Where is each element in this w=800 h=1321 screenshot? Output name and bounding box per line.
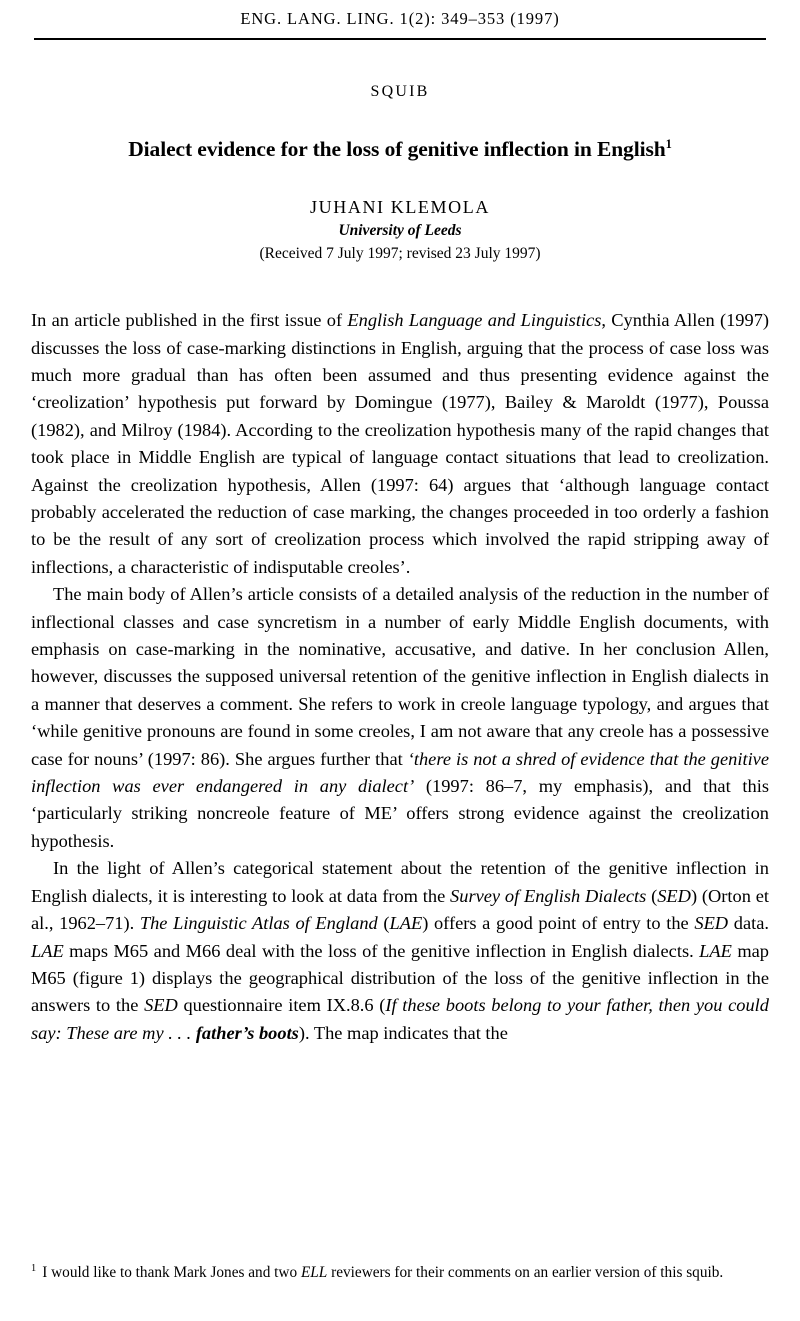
received-dates: (Received 7 July 1997; revised 23 July 1997): [259, 245, 541, 263]
text-run: (1997: 86–7, my emphasis), and that this ‘particularly striking noncreole feature of ME’ offers strong evidence against the creolization hypothesis.: [31, 776, 769, 851]
text-run: In an article published in the first issue of: [31, 310, 348, 331]
italic-run: LAE: [31, 940, 64, 961]
italic-run: English Language and Linguistics: [347, 310, 602, 331]
italic-run: SED: [694, 913, 729, 934]
italic-run: The Linguistic Atlas of England: [139, 913, 378, 934]
body-paragraph: [31, 307, 769, 581]
author-name: JUHANI KLEMOLA: [310, 197, 490, 218]
body-paragraph: [31, 581, 769, 855]
title-footnote-marker: 1: [665, 137, 672, 151]
italic-run: LAE: [699, 940, 732, 961]
bold-italic-run: father’s boots: [195, 1022, 299, 1043]
header-rule: [34, 38, 766, 40]
footnote-zone: [31, 1258, 769, 1284]
italic-run: ELL: [300, 1264, 328, 1282]
footnote-marker: 1: [31, 1263, 37, 1274]
text-run: (: [377, 913, 390, 934]
text-run: ) (Orton et al., 1962–71).: [31, 885, 769, 934]
text-run: reviewers for their comments on an earlier version of this squib.: [327, 1264, 724, 1282]
text-run: data.: [728, 913, 769, 934]
text-run: I would like to thank Mark Jones and two: [42, 1264, 301, 1282]
italic-run: SED: [657, 885, 691, 906]
text-run: The main body of Allen’s article consists of a detailed analysis of the reduction in the number of inflectional classes and case syncretism in a number of early Middle English documents, with emphasis on case-marking in the nominative, accusative, and dative. In her conclusion Allen, however, discusses the supposed universal retention of the genitive inflection in English dialects in a manner that deserves a comment. She refers to work in creole language typology, and argues that ‘while genitive pronouns are found in some creoles, I am not aware that any creole has a possessive case for nouns’ (1997: 86). She argues further that: [31, 584, 769, 769]
author-affiliation: University of Leeds: [338, 222, 462, 240]
body-paragraph: [31, 855, 769, 1047]
text-run: , Cynthia Allen (1997) discusses the loss of case-marking distinctions in English, arguing that the process of case loss was much more gradual than has often been assumed and thus presenting evidence against the ‘creolization’ hypothesis put forward by Domingue (1977), Bailey & Maroldt (1977), Poussa (1982), and Milroy (1984). According to the creolization hypothesis many of the rapid changes that took place in Middle English are typical of language contact situations that lead to creolization. Against the creolization hypothesis, Allen (1997: 64) argues that ‘although language contact probably accelerated the reduction of case marking, the changes proceeded in too orderly a fashion to be the result of any sort of creolization process which involved the rapid stripping away of inflections, a characteristic of indisputable creoles’.: [31, 310, 770, 577]
italic-run: Survey of English Dialects: [450, 885, 647, 906]
italic-run: LAE: [389, 913, 423, 934]
running-head: ENG. LANG. LING. 1(2): 349–353 (1997): [240, 9, 560, 28]
article-title-text: Dialect evidence for the loss of genitive inflection in English: [128, 137, 666, 162]
text-run: ). The map indicates that the: [298, 1022, 508, 1043]
section-label: SQUIB: [370, 83, 430, 100]
text-run: (: [646, 885, 658, 906]
text-run: maps M65 and M66 deal with the loss of the genitive inflection in English dialects.: [63, 940, 700, 961]
text-run: map M65 (figure 1) displays the geographical distribution of the loss of the genitive inflection in the answers to the: [31, 940, 769, 1016]
footnote: [31, 1258, 769, 1284]
italic-run: If these boots belong to your father, then you could say: These are my . . .: [31, 995, 769, 1043]
article-body: [31, 307, 769, 1047]
text-run: ) offers a good point of entry to the: [422, 913, 695, 934]
italic-run: ‘there is not a shred of evidence that the genitive inflection was ever endangered in any dialect’: [31, 748, 769, 797]
page-title: [0, 137, 800, 162]
text-run: In the light of Allen’s categorical statement about the retention of the genitive inflection in English dialects, it is interesting to look at data from the: [31, 858, 769, 906]
text-run: questionnaire item IX.8.6 (: [177, 995, 386, 1016]
italic-run: SED: [144, 995, 178, 1016]
